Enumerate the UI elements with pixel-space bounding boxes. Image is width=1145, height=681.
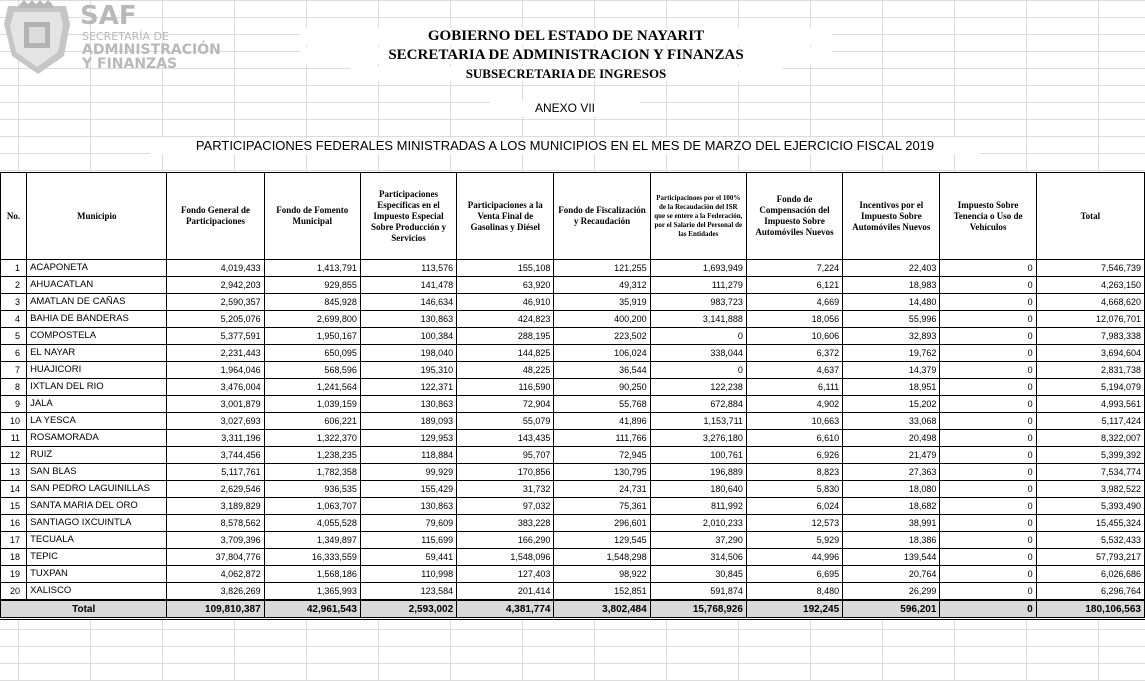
amount-cell: 1,349,897	[264, 532, 360, 549]
table-row	[1, 532, 1145, 549]
amount-cell: 1,365,993	[264, 583, 360, 601]
amount-cell: 121,255	[554, 260, 650, 277]
amount-cell: 7,534,774	[1036, 464, 1144, 481]
amount-cell: 198,040	[360, 345, 456, 362]
amount-cell: 4,902	[746, 396, 842, 413]
amount-cell: 15,202	[843, 396, 940, 413]
amount-cell: 7,983,338	[1036, 328, 1144, 345]
amount-cell: 6,024	[746, 498, 842, 515]
saf-logo	[0, 0, 235, 78]
amount-cell: 0	[940, 294, 1036, 311]
amount-cell: 129,545	[554, 532, 650, 549]
amount-cell: 1,039,159	[264, 396, 360, 413]
amount-cell: 1,548,298	[554, 549, 650, 566]
amount-cell: 0	[940, 345, 1036, 362]
amount-cell: 4,637	[746, 362, 842, 379]
amount-cell: 7,224	[746, 260, 842, 277]
total-cell: 596,201	[843, 600, 940, 619]
amount-cell: 155,108	[457, 260, 554, 277]
amount-cell: 0	[650, 362, 746, 379]
amount-cell: 400,200	[554, 311, 650, 328]
amount-cell: 0	[940, 430, 1036, 447]
amount-cell: 5,929	[746, 532, 842, 549]
column-header: Municipio	[27, 173, 167, 260]
amount-cell: 18,080	[843, 481, 940, 498]
row-number-cell: 16	[1, 515, 27, 532]
table-row	[1, 566, 1145, 583]
amount-cell: 3,826,269	[167, 583, 264, 601]
row-number-cell: 9	[1, 396, 27, 413]
nayarit-emblem-icon	[4, 0, 70, 74]
row-number-cell: 4	[1, 311, 27, 328]
amount-cell: 3,027,693	[167, 413, 264, 430]
total-cell: 192,245	[746, 600, 842, 619]
amount-cell: 97,032	[457, 498, 554, 515]
municipio-cell: COMPOSTELA	[27, 328, 167, 345]
total-row	[1, 600, 1145, 619]
amount-cell: 5,117,761	[167, 464, 264, 481]
table-row	[1, 294, 1145, 311]
amount-cell: 5,205,076	[167, 311, 264, 328]
row-number-cell: 15	[1, 498, 27, 515]
amount-cell: 288,195	[457, 328, 554, 345]
amount-cell: 130,795	[554, 464, 650, 481]
amount-cell: 296,601	[554, 515, 650, 532]
amount-cell: 24,731	[554, 481, 650, 498]
table-row	[1, 345, 1145, 362]
amount-cell: 2,942,203	[167, 277, 264, 294]
amount-cell: 0	[940, 464, 1036, 481]
amount-cell: 55,996	[843, 311, 940, 328]
amount-cell: 1,964,046	[167, 362, 264, 379]
amount-cell: 3,141,888	[650, 311, 746, 328]
amount-cell: 189,093	[360, 413, 456, 430]
amount-cell: 16,333,559	[264, 549, 360, 566]
amount-cell: 18,983	[843, 277, 940, 294]
municipio-cell: XALISCO	[27, 583, 167, 601]
row-number-cell: 17	[1, 532, 27, 549]
amount-cell: 99,929	[360, 464, 456, 481]
amount-cell: 338,044	[650, 345, 746, 362]
amount-cell: 130,863	[360, 396, 456, 413]
amount-cell: 2,231,443	[167, 345, 264, 362]
amount-cell: 568,596	[264, 362, 360, 379]
amount-cell: 127,403	[457, 566, 554, 583]
amount-cell: 166,290	[457, 532, 554, 549]
amount-cell: 20,764	[843, 566, 940, 583]
amount-cell: 2,590,357	[167, 294, 264, 311]
amount-cell: 0	[940, 328, 1036, 345]
municipio-cell: TECUALA	[27, 532, 167, 549]
row-number-cell: 12	[1, 447, 27, 464]
table-row	[1, 481, 1145, 498]
amount-cell: 5,399,392	[1036, 447, 1144, 464]
amount-cell: 115,699	[360, 532, 456, 549]
row-number-cell: 19	[1, 566, 27, 583]
amount-cell: 1,782,358	[264, 464, 360, 481]
amount-cell: 5,377,591	[167, 328, 264, 345]
amount-cell: 4,055,528	[264, 515, 360, 532]
secretariat-title: SECRETARIA DE ADMINISTRACION Y FINANZAS	[300, 47, 832, 64]
amount-cell: 33,068	[843, 413, 940, 430]
amount-cell: 122,371	[360, 379, 456, 396]
amount-cell: 180,640	[650, 481, 746, 498]
total-cell: 42,961,543	[264, 600, 360, 619]
amount-cell: 22,403	[843, 260, 940, 277]
amount-cell: 383,228	[457, 515, 554, 532]
amount-cell: 8,480	[746, 583, 842, 601]
amount-cell: 18,951	[843, 379, 940, 396]
amount-cell: 0	[940, 515, 1036, 532]
amount-cell: 591,874	[650, 583, 746, 601]
row-number-cell: 8	[1, 379, 27, 396]
column-header: Fondo General de Participaciones	[167, 173, 264, 260]
amount-cell: 79,609	[360, 515, 456, 532]
amount-cell: 4,668,620	[1036, 294, 1144, 311]
column-header: Fondo de Fiscalización y Recaudación	[554, 173, 650, 260]
municipio-cell: JALA	[27, 396, 167, 413]
amount-cell: 8,578,562	[167, 515, 264, 532]
report-title: PARTICIPACIONES FEDERALES MINISTRADAS A LOS MUNICIPIOS EN EL MES DE MARZO DEL EJERCICIO FISCAL 2019	[150, 138, 980, 154]
total-cell: 0	[940, 600, 1036, 619]
amount-cell: 72,945	[554, 447, 650, 464]
municipio-cell: SANTA MARIA DEL ORO	[27, 498, 167, 515]
municipio-cell: LA YESCA	[27, 413, 167, 430]
total-cell: 109,810,387	[167, 600, 264, 619]
amount-cell: 110,998	[360, 566, 456, 583]
annex-label: ANEXO VII	[490, 101, 640, 116]
column-header: Participaciones Específicas en el Impuesto Especial Sobre Producción y Servicios	[360, 173, 456, 260]
row-number-cell: 13	[1, 464, 27, 481]
amount-cell: 48,225	[457, 362, 554, 379]
municipio-cell: RUIZ	[27, 447, 167, 464]
amount-cell: 0	[940, 532, 1036, 549]
column-header: Impuesto Sobre Tenencia o Uso de Vehículos	[940, 173, 1036, 260]
table-row	[1, 515, 1145, 532]
amount-cell: 113,576	[360, 260, 456, 277]
amount-cell: 41,896	[554, 413, 650, 430]
amount-cell: 116,590	[457, 379, 554, 396]
column-header: Participaciones a la Venta Final de Gasolinas y Diésel	[457, 173, 554, 260]
amount-cell: 606,221	[264, 413, 360, 430]
amount-cell: 122,238	[650, 379, 746, 396]
table-row	[1, 362, 1145, 379]
amount-cell: 7,546,739	[1036, 260, 1144, 277]
amount-cell: 12,076,701	[1036, 311, 1144, 328]
table-row	[1, 447, 1145, 464]
amount-cell: 4,263,150	[1036, 277, 1144, 294]
amount-cell: 75,361	[554, 498, 650, 515]
amount-cell: 98,922	[554, 566, 650, 583]
amount-cell: 2,831,738	[1036, 362, 1144, 379]
amount-cell: 0	[940, 260, 1036, 277]
amount-cell: 106,024	[554, 345, 650, 362]
amount-cell: 18,056	[746, 311, 842, 328]
total-cell: 3,802,484	[554, 600, 650, 619]
row-number-cell: 10	[1, 413, 27, 430]
total-label: Total	[1, 600, 167, 619]
amount-cell: 8,322,007	[1036, 430, 1144, 447]
amount-cell: 0	[940, 413, 1036, 430]
total-cell: 15,768,926	[650, 600, 746, 619]
amount-cell: 6,695	[746, 566, 842, 583]
amount-cell: 0	[940, 277, 1036, 294]
amount-cell: 1,950,167	[264, 328, 360, 345]
row-number-cell: 11	[1, 430, 27, 447]
amount-cell: 19,762	[843, 345, 940, 362]
row-number-cell: 18	[1, 549, 27, 566]
logo-line2: ADMINISTRACIÓN	[82, 42, 221, 58]
amount-cell: 37,804,776	[167, 549, 264, 566]
amount-cell: 3,476,004	[167, 379, 264, 396]
column-header: No.	[1, 173, 27, 260]
amount-cell: 1,413,791	[264, 260, 360, 277]
table-row	[1, 430, 1145, 447]
amount-cell: 3,311,196	[167, 430, 264, 447]
table-row	[1, 396, 1145, 413]
amount-cell: 123,584	[360, 583, 456, 601]
amount-cell: 1,693,949	[650, 260, 746, 277]
amount-cell: 3,982,522	[1036, 481, 1144, 498]
amount-cell: 983,723	[650, 294, 746, 311]
amount-cell: 0	[940, 396, 1036, 413]
amount-cell: 18,386	[843, 532, 940, 549]
table-row	[1, 498, 1145, 515]
participaciones-table	[0, 172, 1145, 620]
amount-cell: 3,001,879	[167, 396, 264, 413]
amount-cell: 314,506	[650, 549, 746, 566]
amount-cell: 1,322,370	[264, 430, 360, 447]
amount-cell: 20,498	[843, 430, 940, 447]
municipio-cell: IXTLAN DEL RIO	[27, 379, 167, 396]
amount-cell: 38,991	[843, 515, 940, 532]
amount-cell: 90,250	[554, 379, 650, 396]
amount-cell: 6,121	[746, 277, 842, 294]
amount-cell: 672,884	[650, 396, 746, 413]
table-row	[1, 549, 1145, 566]
amount-cell: 139,544	[843, 549, 940, 566]
amount-cell: 4,993,561	[1036, 396, 1144, 413]
amount-cell: 0	[650, 328, 746, 345]
amount-cell: 100,384	[360, 328, 456, 345]
amount-cell: 26,299	[843, 583, 940, 601]
amount-cell: 30,845	[650, 566, 746, 583]
amount-cell: 144,825	[457, 345, 554, 362]
amount-cell: 0	[940, 311, 1036, 328]
row-number-cell: 3	[1, 294, 27, 311]
amount-cell: 10,663	[746, 413, 842, 430]
amount-cell: 5,117,424	[1036, 413, 1144, 430]
amount-cell: 146,634	[360, 294, 456, 311]
municipio-cell: SANTIAGO IXCUINTLA	[27, 515, 167, 532]
amount-cell: 6,026,686	[1036, 566, 1144, 583]
amount-cell: 10,606	[746, 328, 842, 345]
total-cell: 4,381,774	[457, 600, 554, 619]
logo-name: SAF	[80, 1, 137, 31]
municipio-cell: SAN BLAS	[27, 464, 167, 481]
amount-cell: 5,830	[746, 481, 842, 498]
amount-cell: 3,709,396	[167, 532, 264, 549]
amount-cell: 929,855	[264, 277, 360, 294]
amount-cell: 2,629,546	[167, 481, 264, 498]
column-header: Fondo de Compensación del Impuesto Sobre Automóviles Nuevos	[746, 173, 842, 260]
amount-cell: 8,823	[746, 464, 842, 481]
amount-cell: 1,568,186	[264, 566, 360, 583]
table-row	[1, 328, 1145, 345]
municipio-cell: ROSAMORADA	[27, 430, 167, 447]
subsecretariat-title: SUBSECRETARIA DE INGRESOS	[350, 66, 782, 81]
amount-cell: 14,480	[843, 294, 940, 311]
amount-cell: 0	[940, 583, 1036, 601]
amount-cell: 46,910	[457, 294, 554, 311]
government-title: GOBIERNO DEL ESTADO DE NAYARIT	[300, 28, 832, 45]
amount-cell: 0	[940, 447, 1036, 464]
amount-cell: 1,548,096	[457, 549, 554, 566]
amount-cell: 14,379	[843, 362, 940, 379]
amount-cell: 3,276,180	[650, 430, 746, 447]
row-number-cell: 20	[1, 583, 27, 601]
amount-cell: 12,573	[746, 515, 842, 532]
municipio-cell: BAHIA DE BANDERAS	[27, 311, 167, 328]
municipio-cell: TEPIC	[27, 549, 167, 566]
row-number-cell: 6	[1, 345, 27, 362]
amount-cell: 55,079	[457, 413, 554, 430]
amount-cell: 0	[940, 549, 1036, 566]
table-row	[1, 413, 1145, 430]
amount-cell: 6,610	[746, 430, 842, 447]
amount-cell: 845,928	[264, 294, 360, 311]
table-row	[1, 583, 1145, 601]
total-cell: 2,593,002	[360, 600, 456, 619]
amount-cell: 195,310	[360, 362, 456, 379]
amount-cell: 6,111	[746, 379, 842, 396]
amount-cell: 36,544	[554, 362, 650, 379]
amount-cell: 118,884	[360, 447, 456, 464]
amount-cell: 4,669	[746, 294, 842, 311]
amount-cell: 196,889	[650, 464, 746, 481]
amount-cell: 31,732	[457, 481, 554, 498]
municipio-cell: AMATLAN DE CAÑAS	[27, 294, 167, 311]
row-number-cell: 5	[1, 328, 27, 345]
amount-cell: 4,019,433	[167, 260, 264, 277]
amount-cell: 57,793,217	[1036, 549, 1144, 566]
amount-cell: 130,863	[360, 498, 456, 515]
amount-cell: 6,296,764	[1036, 583, 1144, 601]
amount-cell: 170,856	[457, 464, 554, 481]
amount-cell: 155,429	[360, 481, 456, 498]
row-number-cell: 14	[1, 481, 27, 498]
amount-cell: 1,241,564	[264, 379, 360, 396]
amount-cell: 55,768	[554, 396, 650, 413]
amount-cell: 100,761	[650, 447, 746, 464]
amount-cell: 15,455,324	[1036, 515, 1144, 532]
amount-cell: 6,926	[746, 447, 842, 464]
municipio-cell: ACAPONETA	[27, 260, 167, 277]
amount-cell: 223,502	[554, 328, 650, 345]
amount-cell: 936,535	[264, 481, 360, 498]
amount-cell: 95,707	[457, 447, 554, 464]
table-body	[1, 260, 1145, 601]
amount-cell: 1,063,707	[264, 498, 360, 515]
total-cell: 180,106,563	[1036, 600, 1144, 619]
amount-cell: 63,920	[457, 277, 554, 294]
table-row	[1, 311, 1145, 328]
amount-cell: 3,189,829	[167, 498, 264, 515]
amount-cell: 5,393,490	[1036, 498, 1144, 515]
table-row	[1, 464, 1145, 481]
amount-cell: 3,744,456	[167, 447, 264, 464]
amount-cell: 130,863	[360, 311, 456, 328]
municipio-cell: SAN PEDRO LAGUINILLAS	[27, 481, 167, 498]
logo-line3: Y FINANZAS	[82, 56, 178, 72]
column-header: Fondo de Fomento Municipal	[264, 173, 360, 260]
amount-cell: 129,953	[360, 430, 456, 447]
amount-cell: 4,062,872	[167, 566, 264, 583]
column-header: Incentivos por el Impuesto Sobre Automóviles Nuevos	[843, 173, 940, 260]
table-row	[1, 379, 1145, 396]
amount-cell: 0	[940, 379, 1036, 396]
municipio-cell: HUAJICORI	[27, 362, 167, 379]
column-header: Participacinoes por el 100% de la Recaudación del ISR que se entere a la Federación, por el Salario del Personal de las Entidades	[650, 173, 746, 260]
amount-cell: 35,919	[554, 294, 650, 311]
amount-cell: 49,312	[554, 277, 650, 294]
amount-cell: 44,996	[746, 549, 842, 566]
amount-cell: 72,904	[457, 396, 554, 413]
amount-cell: 141,478	[360, 277, 456, 294]
amount-cell: 1,153,711	[650, 413, 746, 430]
logo-line1: SECRETARÍA DE	[82, 30, 169, 43]
amount-cell: 143,435	[457, 430, 554, 447]
table-row	[1, 260, 1145, 277]
amount-cell: 21,479	[843, 447, 940, 464]
amount-cell: 152,851	[554, 583, 650, 601]
amount-cell: 5,532,433	[1036, 532, 1144, 549]
row-number-cell: 1	[1, 260, 27, 277]
amount-cell: 59,441	[360, 549, 456, 566]
amount-cell: 0	[940, 481, 1036, 498]
amount-cell: 2,010,233	[650, 515, 746, 532]
municipio-cell: EL NAYAR	[27, 345, 167, 362]
amount-cell: 27,363	[843, 464, 940, 481]
amount-cell: 5,194,079	[1036, 379, 1144, 396]
amount-cell: 650,095	[264, 345, 360, 362]
row-number-cell: 2	[1, 277, 27, 294]
amount-cell: 201,414	[457, 583, 554, 601]
amount-cell: 2,699,800	[264, 311, 360, 328]
amount-cell: 3,694,604	[1036, 345, 1144, 362]
amount-cell: 811,992	[650, 498, 746, 515]
row-number-cell: 7	[1, 362, 27, 379]
amount-cell: 37,290	[650, 532, 746, 549]
amount-cell: 1,238,235	[264, 447, 360, 464]
amount-cell: 18,682	[843, 498, 940, 515]
amount-cell: 6,372	[746, 345, 842, 362]
amount-cell: 0	[940, 362, 1036, 379]
municipio-cell: TUXPAN	[27, 566, 167, 583]
amount-cell: 111,766	[554, 430, 650, 447]
column-header: Total	[1036, 173, 1144, 260]
amount-cell: 0	[940, 566, 1036, 583]
table-header-row	[1, 173, 1145, 260]
amount-cell: 424,823	[457, 311, 554, 328]
table-row	[1, 277, 1145, 294]
amount-cell: 0	[940, 498, 1036, 515]
municipio-cell: AHUACATLAN	[27, 277, 167, 294]
amount-cell: 111,279	[650, 277, 746, 294]
amount-cell: 32,893	[843, 328, 940, 345]
